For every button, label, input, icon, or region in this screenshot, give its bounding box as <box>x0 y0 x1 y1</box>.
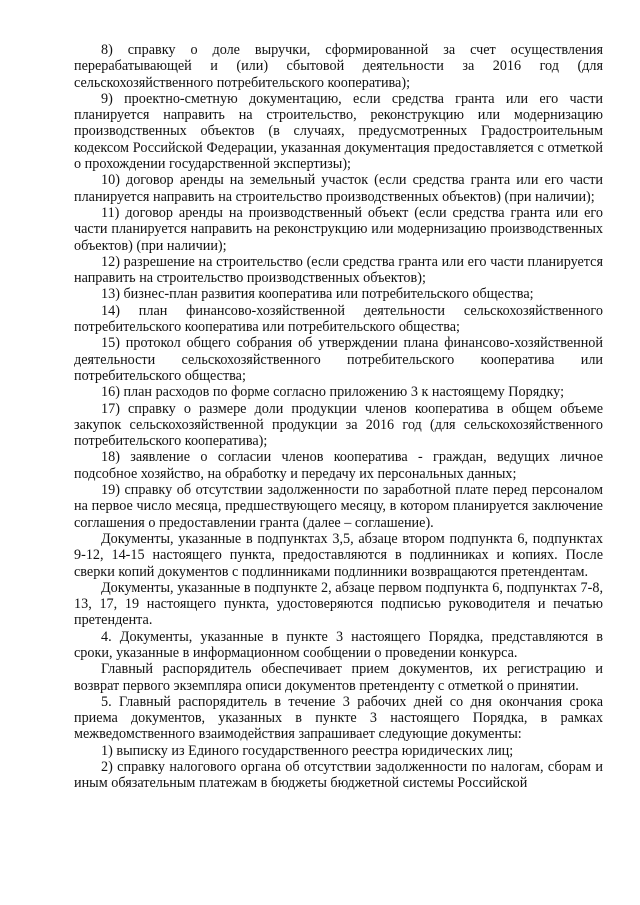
item-9-design-estimate-documentation: 9) проектно-сметную документацию, если средства гранта или его части планируется направить на строительство, реконструкцию или модернизацию производственных объектов (в случаях, предусмотренных Градостроительным кодексом Российской Федерации, указанная документация предоставляется с отметкой о прохождении государственной экспертизы); <box>74 90 603 173</box>
item-14-financial-plan: 14) план финансово-хозяйственной деятельности сельскохозяйственного потребительского кооператива или потребительского общества; <box>74 302 603 336</box>
item-8-revenue-share-certificate: 8) справку о доле выручки, сформированной за счет осуществления перерабатывающей и (или) сбытовой деятельности за 2016 год (для сельскохозяйственного потребительского кооператива); <box>74 42 603 91</box>
signature-and-seal-paragraph: Документы, указанные в подпункте 2, абзаце первом подпункта 6, подпунктах 7-8, 13, 17, 19 настоящего пункта, удостоверяются подписью руководителя и печатью претендента. <box>74 579 603 629</box>
item-18-consent-statement: 18) заявление о согласии членов кооператива - граждан, ведущих личное подсобное хозяйство, на обработку и передачу их персональных данных; <box>74 449 603 482</box>
section-4-submission-terms: 4. Документы, указанные в пункте 3 настоящего Порядка, представляются в сроки, указанные в информационном сообщении о проведении конкурса. <box>74 628 603 661</box>
request-item-1-registry-extract: 1) выписку из Единого государственного реестра юридических лиц; <box>101 742 514 759</box>
document-acceptance-paragraph: Главный распорядитель обеспечивает прием документов, их регистрацию и возврат первого экземпляра описи документов претенденту с отметкой о принятии. <box>74 661 603 694</box>
request-item-2-tax-certificate: 2) справку налогового органа об отсутствии задолженности по налогам, сборам и иным обязательным платежам в бюджеты бюджетной системы Российской <box>74 759 603 792</box>
item-10-land-lease-agreement: 10) договор аренды на земельный участок (если средства гранта или его части планируется направить на строительство производственных объектов) (при наличии); <box>74 172 603 205</box>
item-16-expense-plan: 16) план расходов по форме согласно приложению 3 к настоящему Порядку; <box>101 384 565 401</box>
originals-and-copies-paragraph: Документы, указанные в подпунктах 3,5, абзаце втором подпункта 6, подпунктах 9-12, 14-15 настоящего пункта, предоставляются в подлинниках и копиях. После сверки копий документов с подлинниками подлинники возвращаются претендентам. <box>74 530 603 580</box>
item-15-general-meeting-protocol: 15) протокол общего собрания об утверждении плана финансово-хозяйственной деятельности сельскохозяйственного потребительского кооператива или потребительского общества; <box>74 335 603 384</box>
item-13-business-plan: 13) бизнес-план развития кооператива или потребительского общества; <box>101 286 534 303</box>
section-5-interagency-request: 5. Главный распорядитель в течение 3 рабочих дней со дня окончания срока приема документов, указанных в пункте 3 настоящего Порядка, в рамках межведомственного взаимодействия запрашивает следующие документы: <box>74 693 603 743</box>
item-12-construction-permit: 12) разрешение на строительство (если средства гранта или его части планируется направить на строительство производственных объектов); <box>74 253 603 287</box>
item-11-facility-lease-agreement: 11) договор аренды на производственный объект (если средства гранта или его части планируется направить на реконструкцию или модернизацию производственных объектов) (при наличии); <box>74 204 603 254</box>
item-17-production-share-certificate: 17) справку о размере доли продукции членов кооператива в общем объеме закупок сельскохозяйственной продукции за 2016 год (для сельскохозяйственного потребительского кооператива); <box>74 400 603 450</box>
document-page <box>74 42 603 792</box>
item-19-salary-debt-certificate: 19) справку об отсутствии задолженности по заработной плате перед персоналом на первое число месяца, предшествующего месяцу, в котором планируется заключение соглашения о предоставлении гранта (далее – соглашение). <box>74 482 603 531</box>
